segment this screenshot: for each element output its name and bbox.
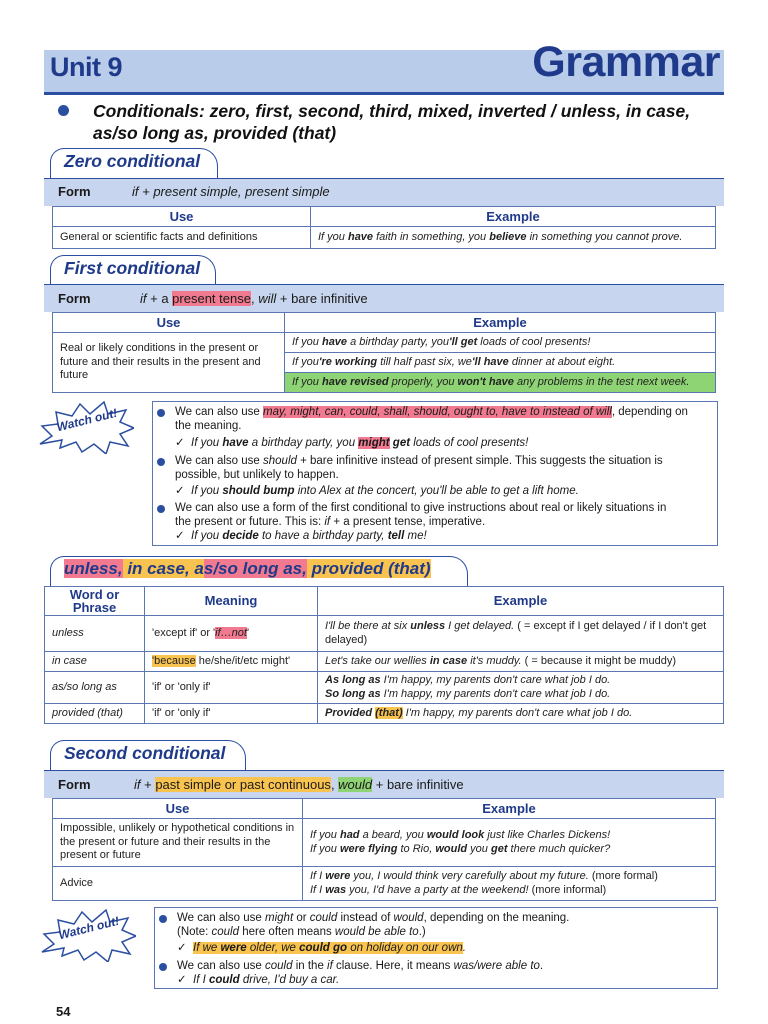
example-could-go: ✓ If we were older, we could go on holiday on our own. xyxy=(177,942,466,954)
note-should: We can also use should + bare infinitive instead of present simple. This suggests the situation is possible, but unlikely to happen. xyxy=(175,455,663,481)
zero-table xyxy=(52,206,716,249)
watch-out-box-second xyxy=(154,907,718,989)
topic-heading xyxy=(58,100,738,144)
example-unless: I'll be there at six unless I get delayed. ( = except if I get delayed / if I don't get delayed) xyxy=(318,616,724,652)
word-in-case: in case xyxy=(45,652,145,672)
bullet-icon xyxy=(157,458,165,466)
second-use-advice: Advice xyxy=(53,867,303,901)
first-use: Real or likely conditions in the present or future and their results in the present and future xyxy=(53,333,285,393)
second-conditional-tab: Second conditional xyxy=(50,740,246,770)
check-icon: ✓ xyxy=(177,942,187,954)
check-icon: ✓ xyxy=(175,530,185,542)
col-example: Example xyxy=(318,587,724,616)
second-use-hypothetical: Impossible, unlikely or hypothetical conditions in the present or future and their results in the present or future xyxy=(53,819,303,867)
zero-example: If you have faith in something, you believe in something you cannot prove. xyxy=(311,227,716,249)
col-use: Use xyxy=(53,207,311,227)
bullet-icon xyxy=(159,963,167,971)
word-provided: provided (that) xyxy=(45,704,145,724)
form-label: Form xyxy=(58,777,91,792)
second-examples-advice: If I were you, I would think very carefully about my future. (more formal) If I was you, I'd have a party at the weekend! (more informal) xyxy=(303,867,716,901)
topic-text: Conditionals: zero, first, second, third, mixed, inverted / unless, in case, as/so long as, provided (that) xyxy=(93,101,691,143)
example-modals: ✓ If you have a birthday party, you might get loads of cool presents! xyxy=(175,437,529,449)
zero-conditional-tab: Zero conditional xyxy=(50,148,218,178)
meaning-in-case: 'because he/she/it/etc might' xyxy=(145,652,318,672)
form-label: Form xyxy=(58,291,91,306)
bullet-icon xyxy=(157,505,165,513)
col-example: Example xyxy=(311,207,716,227)
bullet-icon xyxy=(159,915,167,923)
first-example-3: If you have revised properly, you won't have any problems in the test next week. xyxy=(285,373,716,393)
col-example: Example xyxy=(303,799,716,819)
first-table xyxy=(52,312,716,393)
unit-label: Unit 9 xyxy=(50,52,123,82)
note-might-could: We can also use might or could instead of would, depending on the meaning. (Note: could here often means would be able to.) xyxy=(177,912,570,938)
watch-out-badge: Watch out! xyxy=(38,906,136,956)
note-imperative: We can also use a form of the first conditional to give instructions about real or likely situations in the present or future. This is: if + a present tense, imperative. xyxy=(175,502,667,528)
example-imperative: ✓ If you decide to have a birthday party, tell me! xyxy=(175,530,427,542)
page-title: Grammar xyxy=(532,38,720,86)
check-icon: ✓ xyxy=(175,485,185,497)
bullet-icon xyxy=(58,105,69,116)
word-unless: unless xyxy=(45,616,145,652)
note-modals: We can also use may, might, can, could, shall, should, ought to, have to instead of will, depending on the meaning. xyxy=(175,406,688,432)
first-conditional-tab: First conditional xyxy=(50,255,216,285)
example-should: ✓ If you should bump into Alex at the concert, you'll be able to get a lift home. xyxy=(175,485,579,497)
zero-use: General or scientific facts and definitions xyxy=(53,227,311,249)
unless-table xyxy=(44,586,724,724)
watch-out-badge: Watch out! xyxy=(36,398,134,448)
first-form-band xyxy=(44,284,724,312)
header-rule xyxy=(44,92,724,95)
example-as-long-as: As long as I'm happy, my parents don't care what job I do. So long as I'm happy, my parents don't care what job I do. xyxy=(318,672,724,704)
second-table xyxy=(52,798,716,901)
first-example-1: If you have a birthday party, you'll get loads of cool presents! xyxy=(285,333,716,353)
watch-out-box-first xyxy=(152,401,718,546)
page-number: 54 xyxy=(56,1004,71,1019)
first-example-2: If you're working till half past six, we'll have dinner at about eight. xyxy=(285,353,716,373)
second-examples-hypothetical: If you had a beard, you would look just like Charles Dickens! If you were flying to Rio, would you get there much quicker? xyxy=(303,819,716,867)
meaning-as-long-as: 'if' or 'only if' xyxy=(145,672,318,704)
unless-tab: unless, in case, as/so long as, provided (that) xyxy=(50,556,468,586)
meaning-unless: 'except if' or 'if…not' xyxy=(145,616,318,652)
example-in-case: Let's take our wellies in case it's muddy. ( = because it might be muddy) xyxy=(318,652,724,672)
zero-form-band xyxy=(44,178,724,206)
col-word: Word or Phrase xyxy=(45,587,145,616)
col-meaning: Meaning xyxy=(145,587,318,616)
col-use: Use xyxy=(53,799,303,819)
note-could-if-clause: We can also use could in the if clause. Here, it means was/were able to. xyxy=(177,960,544,972)
second-form: if + past simple or past continuous, would + bare infinitive xyxy=(134,777,464,792)
bullet-icon xyxy=(157,409,165,417)
example-could-drive: ✓ If I could drive, I'd buy a car. xyxy=(177,974,340,986)
col-use: Use xyxy=(53,313,285,333)
first-form: if + a present tense, will + bare infinitive xyxy=(140,291,368,306)
example-provided: Provided (that) I'm happy, my parents don't care what job I do. xyxy=(318,704,724,724)
second-form-band xyxy=(44,770,724,798)
check-icon: ✓ xyxy=(177,974,187,986)
meaning-provided: 'if' or 'only if' xyxy=(145,704,318,724)
check-icon: ✓ xyxy=(175,437,185,449)
form-label: Form xyxy=(58,184,91,199)
word-as-long-as: as/so long as xyxy=(45,672,145,704)
col-example: Example xyxy=(285,313,716,333)
zero-form: if + present simple, present simple xyxy=(132,184,330,199)
